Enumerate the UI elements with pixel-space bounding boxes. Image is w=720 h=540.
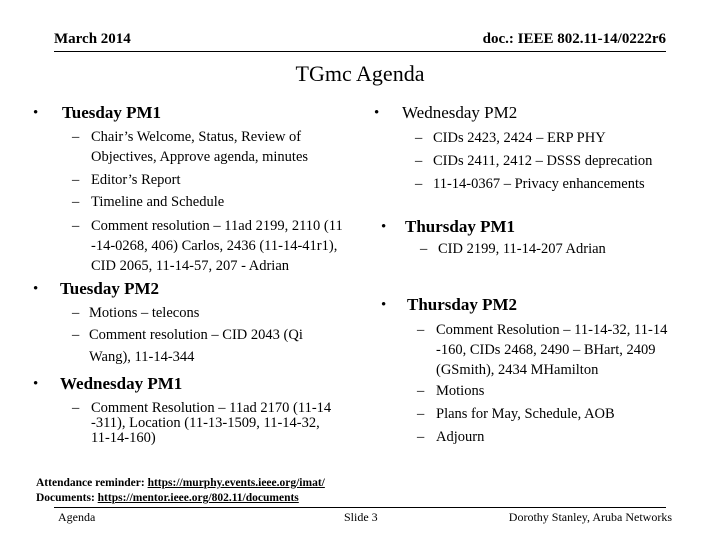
slide-title: TGmc Agenda	[295, 61, 425, 86]
agenda-item-line: Motions	[436, 383, 485, 399]
section-bullet: •	[381, 297, 387, 313]
agenda-item-line: (GSmith), 2434 MHamilton	[436, 362, 599, 378]
section-heading: Wednesday PM2	[402, 103, 518, 122]
item-dash: –	[417, 429, 425, 445]
agenda-item-line: CID 2199, 11-14-207 Adrian	[438, 241, 606, 257]
agenda-item-line: Comment Resolution – 11ad 2170 (11-14	[91, 400, 332, 416]
section-bullet: •	[33, 281, 39, 297]
attendance-link[interactable]: https://murphy.events.ieee.org/imat/	[147, 477, 325, 489]
section-bullet: •	[374, 105, 380, 121]
header-rule	[54, 51, 666, 52]
agenda-item-line: 11-14-160)	[91, 430, 156, 446]
agenda-item-line: Editor’s Report	[91, 172, 181, 188]
item-dash: –	[72, 400, 80, 416]
agenda-item-line: -14-0268, 406) Carlos, 2436 (11-14-41r1),	[91, 238, 338, 254]
agenda-item-line: Plans for May, Schedule, AOB	[436, 406, 615, 422]
agenda-item-line: CIDs 2423, 2424 – ERP PHY	[433, 130, 606, 146]
documents-link[interactable]: https://mentor.ieee.org/802.11/documents	[97, 492, 299, 504]
agenda-item-line: Chair’s Welcome, Status, Review of	[91, 129, 302, 145]
agenda-item-line: Comment resolution – 11ad 2199, 2110 (11	[91, 218, 343, 234]
item-dash: –	[72, 129, 80, 145]
agenda-item-line: Timeline and Schedule	[91, 194, 225, 210]
agenda-item-line: Adjourn	[436, 429, 485, 445]
agenda-item-line: -160, CIDs 2468, 2490 – BHart, 2409	[436, 342, 656, 358]
item-dash: –	[72, 327, 80, 343]
header-date: March 2014	[54, 31, 131, 47]
section-heading: Tuesday PM2	[60, 279, 160, 298]
attendance-reminder	[36, 476, 325, 491]
agenda-item-line: 11-14-0367 – Privacy enhancements	[433, 176, 645, 192]
documents-label: Documents:	[36, 492, 98, 504]
agenda-item-line: CID 2065, 11-14-57, 207 - Adrian	[91, 258, 290, 274]
item-dash: –	[72, 305, 80, 321]
section-heading: Thursday PM1	[405, 217, 516, 236]
footer-agenda: Agenda	[58, 510, 96, 524]
attendance-label: Attendance reminder:	[36, 477, 148, 489]
footer-slide-number: Slide 3	[344, 510, 378, 524]
item-dash: –	[420, 241, 428, 257]
section-bullet: •	[33, 376, 39, 392]
section-heading: Tuesday PM1	[62, 103, 162, 122]
section-bullet: •	[33, 105, 39, 121]
agenda-item-line: Objectives, Approve agenda, minutes	[91, 149, 309, 165]
section-bullet: •	[381, 219, 387, 235]
item-dash: –	[72, 172, 80, 188]
agenda-item-line: Motions – telecons	[89, 305, 200, 321]
item-dash: –	[72, 218, 80, 234]
section-heading: Wednesday PM1	[60, 374, 183, 393]
item-dash: –	[415, 153, 423, 169]
agenda-item-line: Wang), 11-14-344	[89, 349, 195, 365]
item-dash: –	[417, 406, 425, 422]
agenda-item-line: -311), Location (11-13-1509, 11-14-32,	[91, 415, 320, 431]
footer-author: Dorothy Stanley, Aruba Networks	[508, 510, 672, 524]
section-heading: Thursday PM2	[407, 295, 518, 314]
item-dash: –	[72, 194, 80, 210]
item-dash: –	[417, 383, 425, 399]
agenda-item-line: Comment resolution – CID 2043 (Qi	[89, 327, 303, 343]
agenda-item-line: CIDs 2411, 2412 – DSSS deprecation	[433, 153, 653, 169]
footer-rule	[54, 507, 666, 508]
item-dash: –	[415, 176, 423, 192]
item-dash: –	[415, 130, 423, 146]
header-doc-id: doc.: IEEE 802.11-14/0222r6	[482, 31, 666, 47]
agenda-item-line: Comment Resolution – 11-14-32, 11-14	[436, 322, 668, 338]
item-dash: –	[417, 322, 425, 338]
documents-reminder	[36, 491, 299, 506]
